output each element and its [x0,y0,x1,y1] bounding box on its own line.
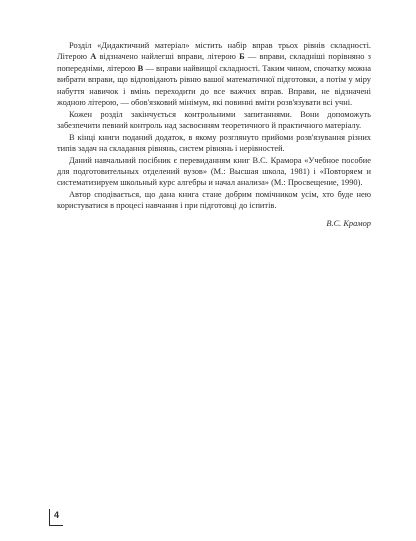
page-body-text [57,40,371,229]
page-number-box [49,509,63,526]
paragraph-author-hope: Автор сподівається, що дана книга стане добрим помічником усім, хто буде нею користуватися в процесі навчання і при підготовці до іспитів. [57,189,371,211]
paragraph-didactic-material [57,40,371,109]
level-letter-a: А [90,52,97,62]
paragraph-text: Розділ «Дидактичний матеріал» містить набір вправ трьох рівнів складності. Літерою [57,41,371,62]
paragraph-text: відзначено найлегші вправи, літерою [96,52,240,62]
level-letter-b: Б [239,52,245,62]
paragraph-reissue: Даний навчальний посібник є перевиданням книг В.С. Крамора «Учебное пособие для подготовительных отделений вузов» (М.: Высшая школа, 1981) і «Повторяем и систематизируем школьный курс алгебры и начал анализа» (М.: Просвещение, 1990). [57,155,371,188]
level-letter-v: В [137,63,144,73]
paragraph-text: — вправи найвищої складності. Таким чином, спочатку можна вибрати вправи, що відповідають рівню вашої математичної підготовки, а потім у міру набуття навичок і вмінь переходити до все важчих вправ. Вправи, не відзначені жодною літерою, — обов'язковий мінімум, які повинні вміти розв'язувати всі учні. [57,63,371,108]
paragraph-text: — вправи, складніші порівняно з попередніми, літерою [57,52,371,73]
paragraph-appendix: В кінці книги поданий додаток, в якому розглянуто прийоми розв'язування різних типів задач на складання рівнянь, систем рівнянь і нерівностей. [57,132,371,154]
page-number: 4 [54,510,60,520]
author-signature: В.С. Крамор [326,218,371,228]
paragraph-control-questions: Кожен розділ закінчується контрольними запитаннями. Вони допоможуть забезпечити певний контроль над засвоєнням теоретичного й практичного матеріалу. [57,109,371,131]
